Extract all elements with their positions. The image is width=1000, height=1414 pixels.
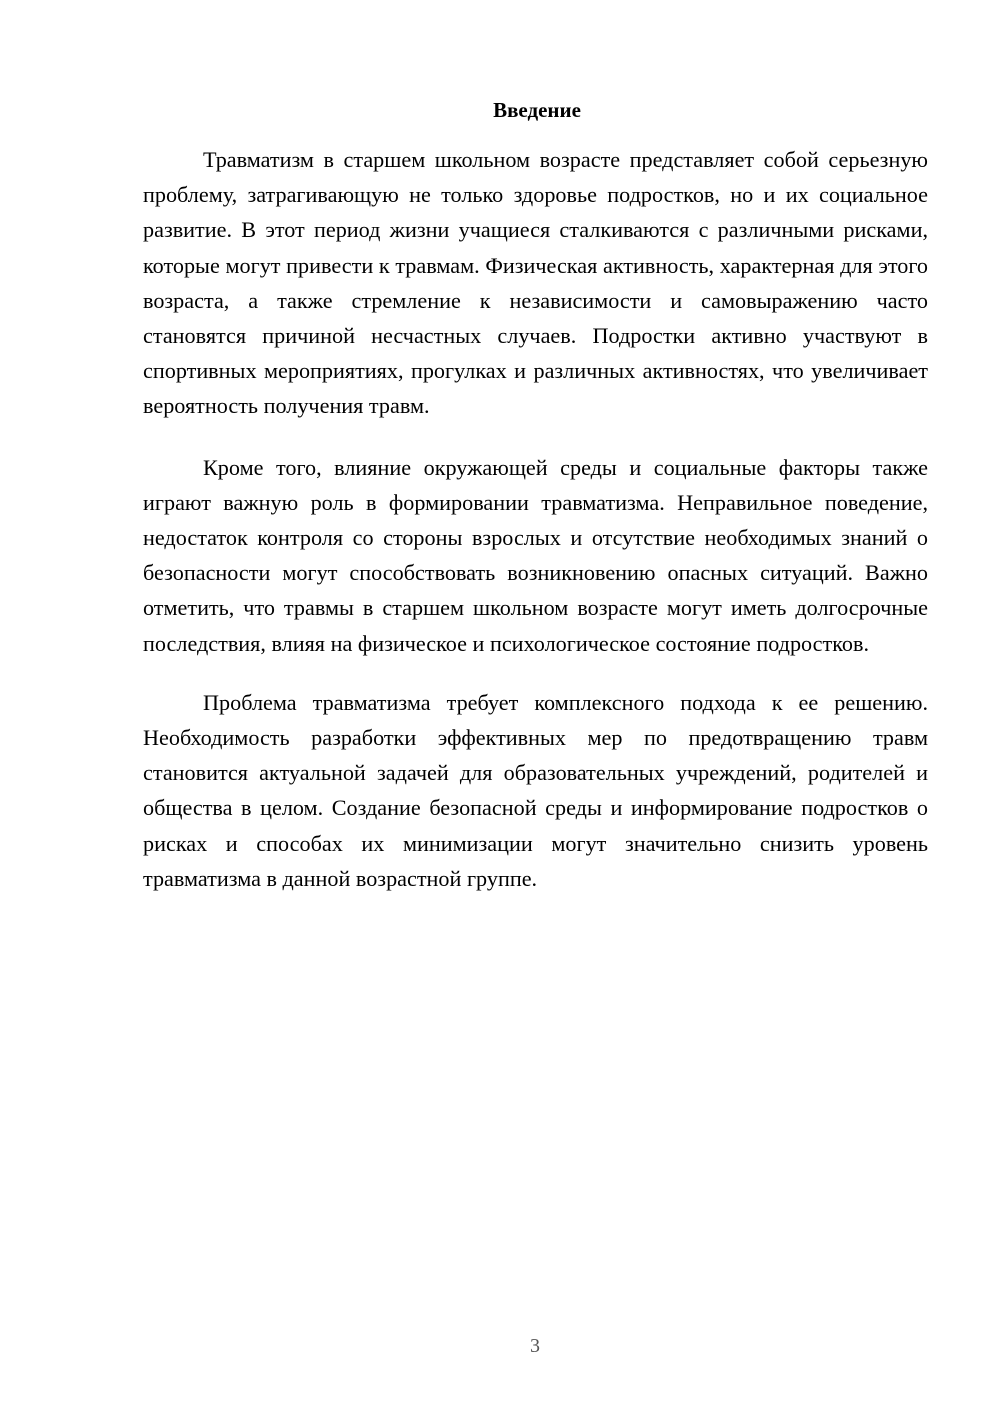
page-content: [143, 93, 928, 896]
page-number: 3: [530, 1335, 540, 1357]
paragraph-1: Травматизм в старшем школьном возрасте представляет собой серьезную проблему, затрагивающую не только здоровье подростков, но и их социальное развитие. В этот период жизни учащиеся сталкиваются с различными рисками, которые могут привести к травмам. Физическая активность, характерная для этого возраста, а также стремление к независимости и самовыражению часто становятся причиной несчастных случаев. Подростки активно участвуют в спортивных мероприятиях, прогулках и различных активностях, что увеличивает вероятность получения травм.: [143, 147, 928, 419]
section-heading: Введение: [493, 98, 581, 122]
paragraph-2: Кроме того, влияние окружающей среды и социальные факторы также играют важную роль в формировании травматизма. Неправильное поведение, недостаток контроля со стороны взрослых и отсутствие необходимых знаний о безопасности могут способствовать возникновению опасных ситуаций. Важно отметить, что травмы в старшем школьном возрасте могут иметь долгосрочные последствия, влияя на физическое и психологическое состояние подростков.: [143, 454, 928, 656]
paragraph-3: Проблема травматизма требует комплексного подхода к ее решению. Необходимость разработки эффективных мер по предотвращению травм становится актуальной задачей для образовательных учреждений, родителей и общества в целом. Создание безопасной среды и информирование подростков о рисках и способах их минимизации могут значительно снизить уровень травматизма в данной возрастной группе.: [143, 689, 928, 891]
